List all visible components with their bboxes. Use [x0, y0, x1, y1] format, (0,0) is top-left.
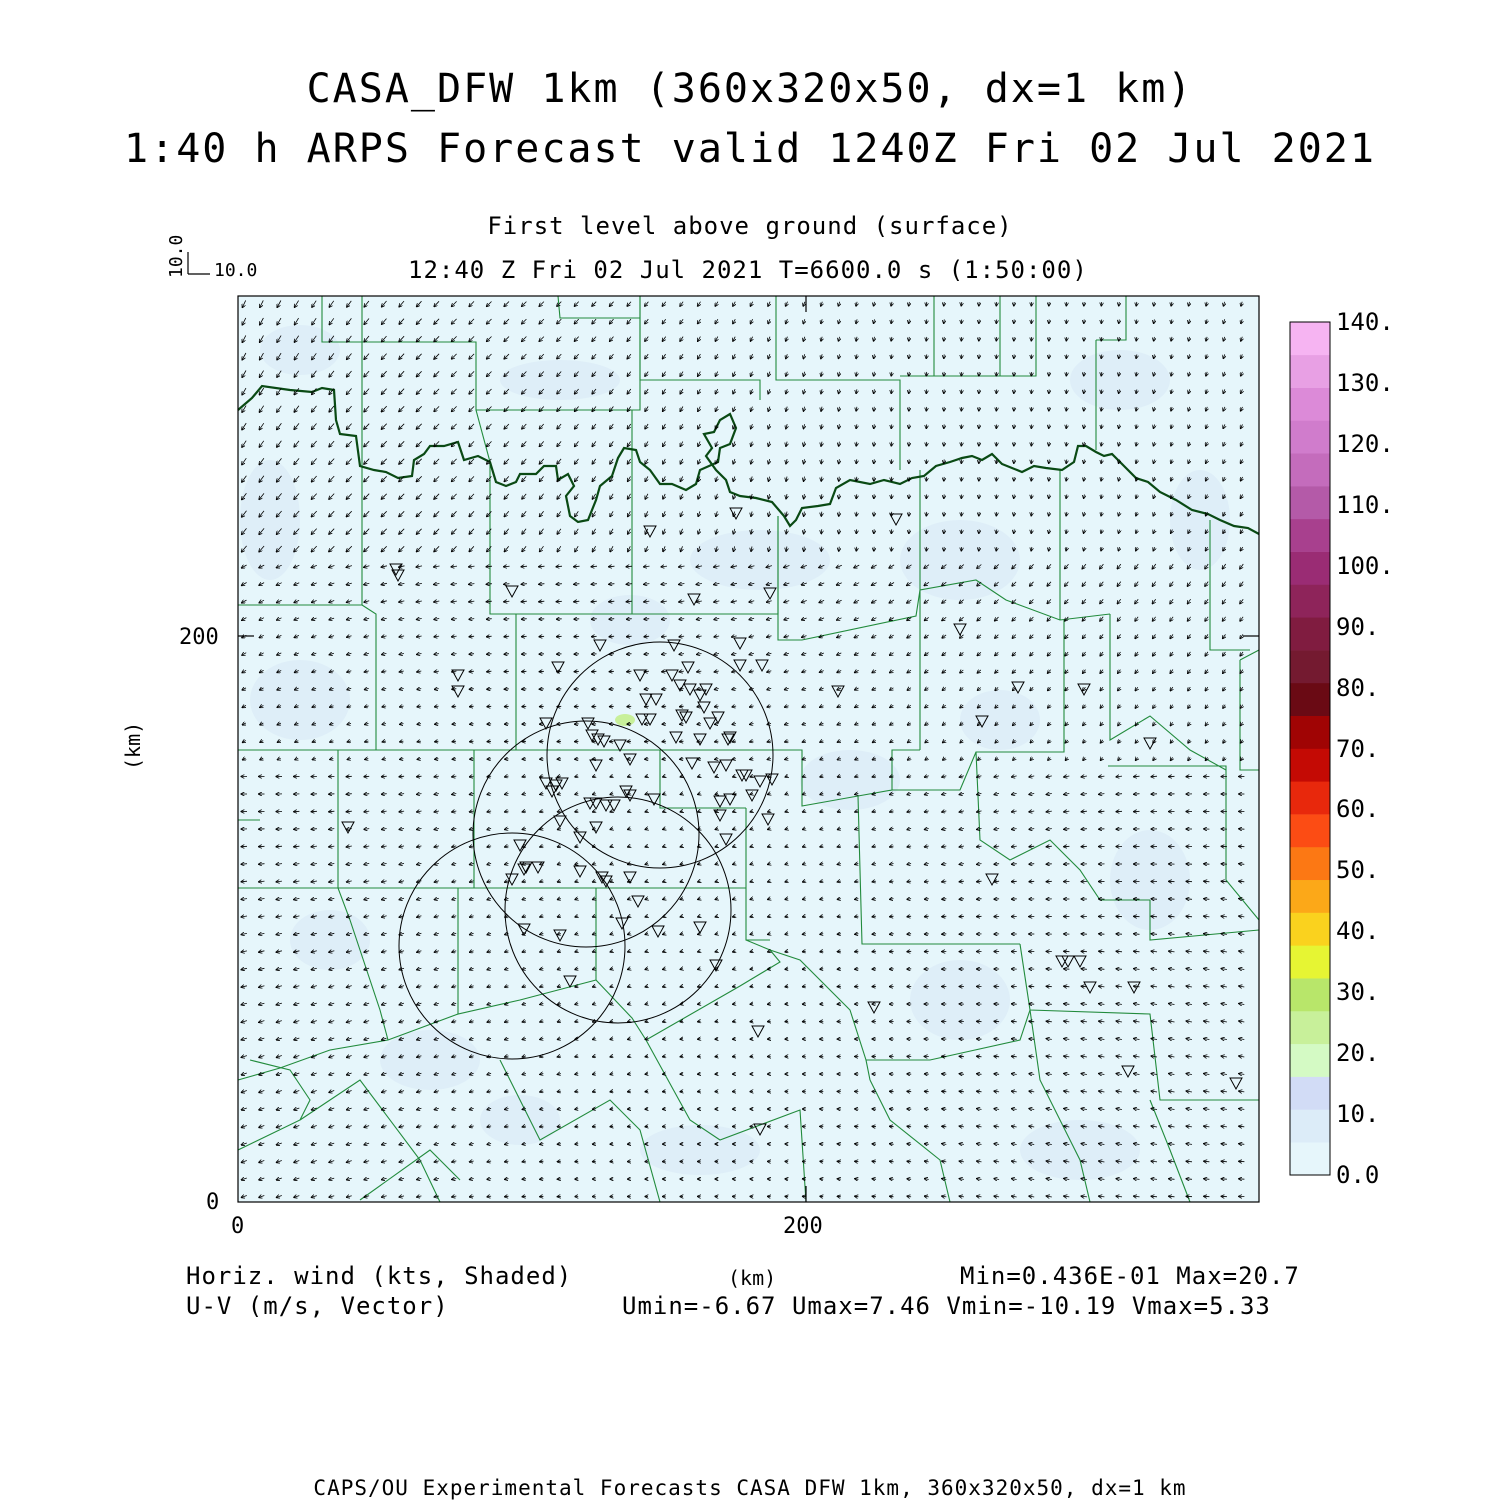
- colorbar-swatch: [1290, 584, 1330, 617]
- wind-speed-patch: [910, 960, 1010, 1040]
- colorbar-swatch: [1290, 814, 1330, 847]
- wind-speed-patch: [960, 690, 1040, 750]
- level-subtitle: First level above ground (surface): [487, 212, 1013, 240]
- colorbar-swatch: [1290, 913, 1330, 946]
- colorbar-swatch: [1290, 683, 1330, 716]
- colorbar-label: 20.: [1336, 1039, 1380, 1068]
- colorbar-swatch: [1290, 519, 1330, 552]
- colorbar-label: 50.: [1336, 856, 1380, 885]
- colorbar-swatch: [1290, 486, 1330, 519]
- wind-speed-patch: [240, 460, 300, 580]
- wind-speed-patch: [1020, 1120, 1140, 1180]
- colorbar-swatch: [1290, 420, 1330, 453]
- colorbar-label: 130.: [1336, 368, 1394, 397]
- vector-field-label: U-V (m/s, Vector): [186, 1292, 449, 1320]
- colorbar-swatch: [1290, 880, 1330, 913]
- colorbar-label: 10.: [1336, 1100, 1380, 1129]
- colorbar-swatch: [1290, 978, 1330, 1011]
- colorbar-swatch: [1290, 945, 1330, 978]
- colorbar-swatch: [1290, 1077, 1330, 1110]
- colorbar-label: 120.: [1336, 429, 1394, 458]
- forecast-title: 1:40 h ARPS Forecast valid 1240Z Fri 02 Jul 2021: [124, 126, 1376, 172]
- x-tick-0: 0: [231, 1214, 245, 1239]
- colorbar-swatch: [1290, 1142, 1330, 1175]
- colorbar-swatch: [1290, 322, 1330, 355]
- colorbar-swatch: [1290, 1011, 1330, 1044]
- wind-speed-patch: [380, 1030, 480, 1090]
- uv-stats: Umin=-6.67 Umax=7.46 Vmin=-10.19 Vmax=5.33: [622, 1292, 1271, 1320]
- colorbar-label: 80.: [1336, 673, 1380, 702]
- colorbar-label: 90.: [1336, 612, 1380, 641]
- colorbar-swatch: [1290, 749, 1330, 782]
- colorbar-swatch: [1290, 847, 1330, 880]
- wind-speed-patch: [800, 750, 900, 810]
- min-max-stat: Min=0.436E-01 Max=20.7: [960, 1262, 1300, 1290]
- colorbar-swatch: [1290, 552, 1330, 585]
- colorbar-label: 140.: [1336, 308, 1394, 336]
- colorbar-swatch: [1290, 388, 1330, 421]
- y-axis-label: (km): [121, 721, 145, 770]
- x-axis-label: (km): [728, 1266, 777, 1290]
- colorbar-label: 100.: [1336, 551, 1394, 580]
- wind-speed-patch: [500, 360, 620, 400]
- reference-vector: [188, 252, 210, 274]
- colorbar-label: 70.: [1336, 734, 1380, 763]
- colorbar-swatch: [1290, 355, 1330, 388]
- colorbar-swatch: [1290, 1109, 1330, 1142]
- colorbar-swatch: [1290, 617, 1330, 650]
- y-tick-200: 200: [179, 625, 219, 650]
- colorbar-label: 30.: [1336, 978, 1380, 1007]
- colorbar-swatch: [1290, 453, 1330, 486]
- wind-max-patch: [615, 714, 635, 726]
- ref-vector-v-label: 10.0: [166, 234, 187, 278]
- colorbar-label: 40.: [1336, 917, 1380, 946]
- time-subtitle: 12:40 Z Fri 02 Jul 2021 T=6600.0 s (1:50:00): [408, 256, 1088, 284]
- wind-speed-patch: [690, 530, 830, 590]
- main-title: CASA_DFW 1km (360x320x50, dx=1 km): [306, 66, 1194, 112]
- wind-speed-patch: [640, 1125, 760, 1175]
- y-tick-0: 0: [206, 1190, 220, 1215]
- wind-speed-patch: [260, 325, 340, 375]
- colorbar-swatch: [1290, 781, 1330, 814]
- x-tick-200: 200: [783, 1214, 823, 1239]
- colorbar-label: 0.0: [1336, 1161, 1380, 1189]
- footer-credit: CAPS/OU Experimental Forecasts CASA DFW 1km, 360x320x50, dx=1 km: [313, 1476, 1187, 1500]
- wind-speed-patch: [480, 1095, 560, 1145]
- ref-vector-u-label: 10.0: [214, 260, 258, 281]
- colorbar-swatch: [1290, 716, 1330, 749]
- colorbar-swatch: [1290, 650, 1330, 683]
- shaded-field-label: Horiz. wind (kts, Shaded): [186, 1262, 573, 1290]
- wind-speed-patch: [590, 595, 670, 645]
- wind-speed-patch: [250, 660, 350, 740]
- colorbar-label: 60.: [1336, 795, 1380, 824]
- wind-speed-patch: [290, 910, 370, 970]
- colorbar-swatch: [1290, 1044, 1330, 1077]
- colorbar-label: 110.: [1336, 490, 1394, 519]
- wind-speed-patch: [900, 520, 1020, 600]
- wind-speed-patch: [1070, 350, 1170, 410]
- colorbar: [1290, 322, 1330, 1175]
